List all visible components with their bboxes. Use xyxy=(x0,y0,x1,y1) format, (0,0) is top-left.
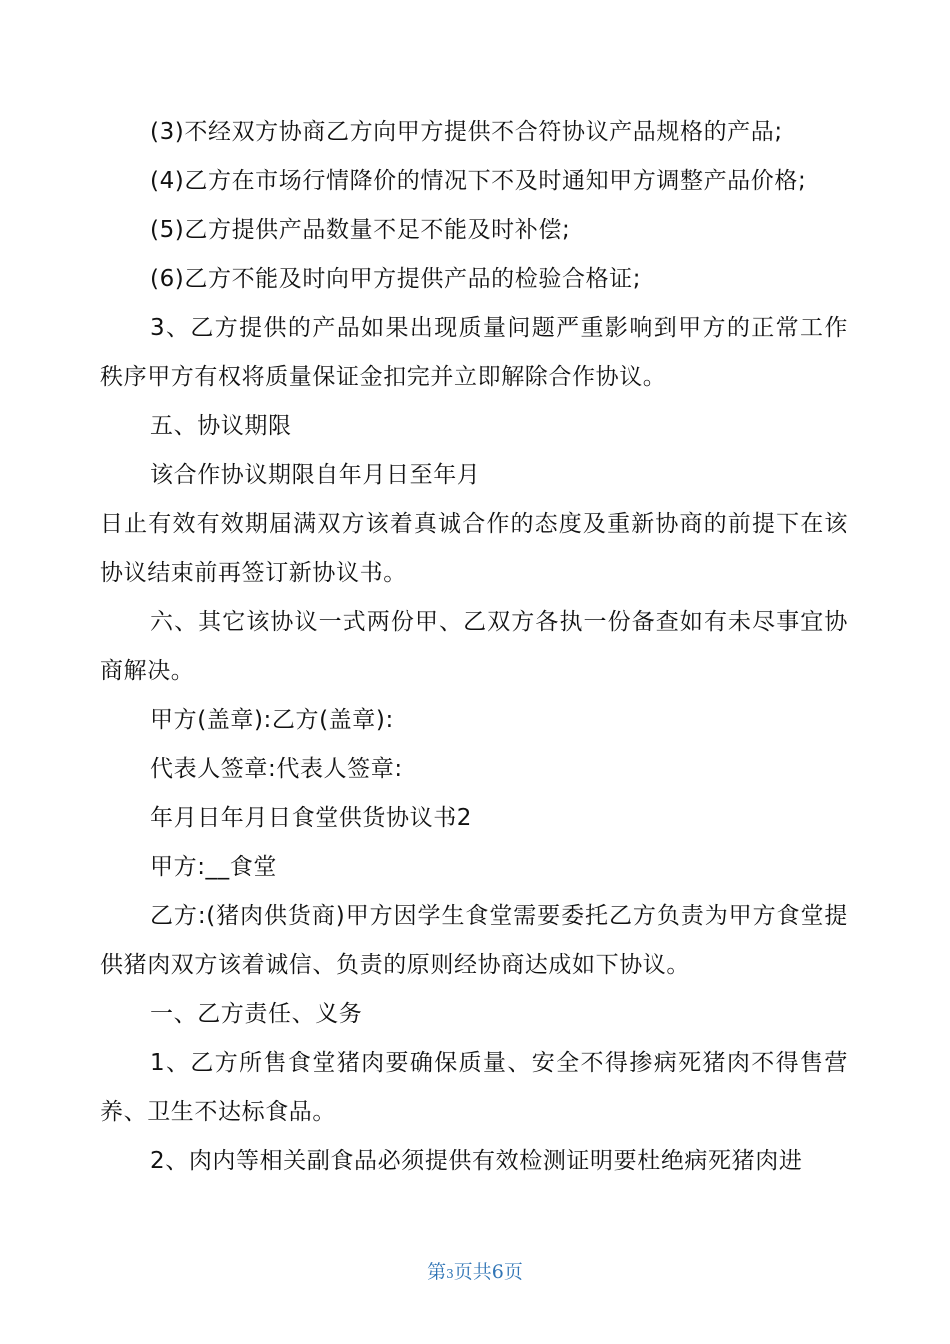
party-b-paragraph: 乙方:(猪肉供货商)甲方因学生食堂需要委托乙方负责为甲方食堂提供猪肉双方该着诚信、负责的原则经协商达成如下协议。 xyxy=(100,903,848,978)
paragraph-term-end: 日止有效有效期届满双方该着真诚合作的态度及重新协商的前提下在该协议结束前再签订新协议书。 xyxy=(100,511,848,586)
section-heading-other: 六、其它该协议一式两份甲、乙双方各执一份备查如有未尽事宜协商解决。 xyxy=(100,609,848,684)
paragraph-duty-1: 1、乙方所售食堂猪肉要确保质量、安全不得掺病死猪肉不得售营养、卫生不达标食品。 xyxy=(100,1050,848,1125)
paragraph-item-3: 3、乙方提供的产品如果出现质量问题严重影响到甲方的正常工作秩序甲方有权将质量保证金扣完并立即解除合作协议。 xyxy=(100,315,848,390)
footer-total-pages: 6 xyxy=(491,1261,504,1283)
page-footer xyxy=(0,1258,950,1288)
footer-middle: 页共 xyxy=(453,1261,492,1283)
section-heading-duties: 一、乙方责任、义务 xyxy=(150,1001,363,1027)
footer-page-number: 3 xyxy=(446,1267,454,1281)
date-and-title-line: 年月日年月日食堂供货协议书2 xyxy=(150,805,473,831)
paragraph-duty-2: 2、肉内等相关副食品必须提供有效检测证明要杜绝病死猪肉进 xyxy=(150,1148,803,1174)
section-heading-term: 五、协议期限 xyxy=(150,413,292,439)
paragraph-term-start: 该合作协议期限自年月日至年月 xyxy=(150,462,481,488)
document-body xyxy=(100,108,848,1186)
footer-suffix: 页 xyxy=(503,1261,523,1283)
paragraph-clause-3: (3)不经双方协商乙方向甲方提供不合符协议产品规格的产品; xyxy=(150,119,783,145)
party-a-line: 甲方:__食堂 xyxy=(150,854,277,880)
paragraph-clause-4: (4)乙方在市场行情降价的情况下不及时通知甲方调整产品价格; xyxy=(150,168,807,194)
paragraph-clause-5: (5)乙方提供产品数量不足不能及时补偿; xyxy=(150,217,571,243)
signature-seal-line: 甲方(盖章):乙方(盖章): xyxy=(150,707,394,733)
paragraph-clause-6: (6)乙方不能及时向甲方提供产品的检验合格证; xyxy=(150,266,642,292)
signature-rep-line: 代表人签章:代表人签章: xyxy=(150,756,403,782)
footer-prefix: 第 xyxy=(427,1261,447,1283)
